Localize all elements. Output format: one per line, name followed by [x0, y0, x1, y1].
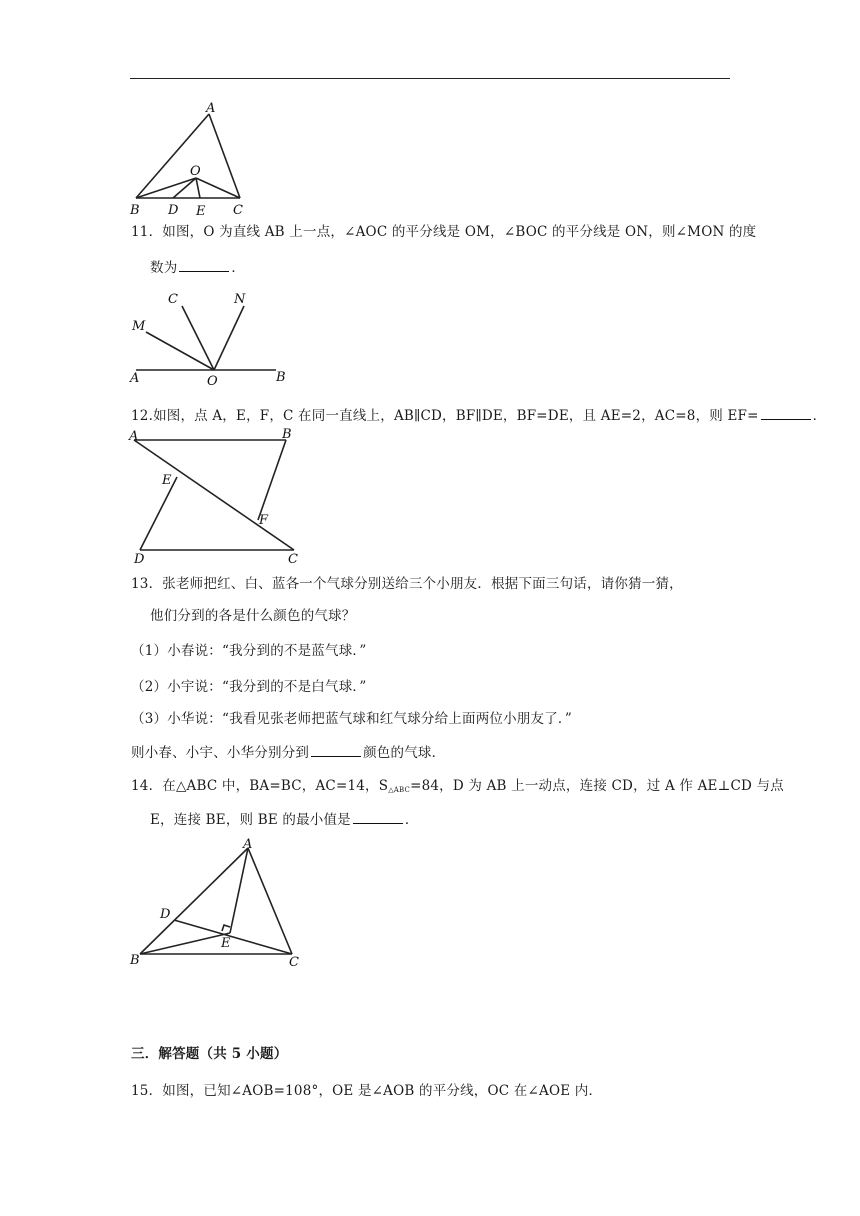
figure-parallelogram-aefc	[126, 428, 311, 568]
q11-line1: 11．如图，O 为直线 AB 上一点，∠AOC 的平分线是 OM，∠BOC 的平分线是 ON，则∠MON 的度	[131, 224, 757, 240]
label-c: C	[168, 292, 178, 307]
q13-statement-2: （2）小宇说：“我分到的不是白气球．”	[131, 679, 367, 695]
figure-triangle-abc-o	[126, 100, 256, 220]
label-a: A	[206, 101, 216, 116]
label-b: B	[282, 427, 292, 442]
figure-triangle-abc-e	[126, 836, 311, 976]
label-a: A	[129, 429, 139, 444]
q13-answer	[131, 743, 445, 763]
label-a: A	[130, 371, 140, 386]
section-3-heading: 三．解答题（共 5 小题）	[131, 1046, 288, 1062]
q14-line2-post: ．	[404, 812, 419, 828]
q14-area-subscript: △ABC	[388, 786, 411, 794]
q14-answer-blank	[353, 810, 403, 824]
label-f: F	[259, 513, 269, 528]
q13-answer-pre: 则小春、小宇、小华分别分到	[131, 745, 310, 761]
q12-text-post: ．	[812, 408, 827, 424]
label-d: D	[160, 907, 171, 922]
q11-answer-blank	[179, 258, 229, 272]
q14-line1-a: 14．在△ABC 中，BA=BC，AC=14，S	[131, 778, 389, 794]
label-e: E	[196, 204, 206, 219]
q12-answer-blank	[761, 406, 811, 420]
q11-line2-pre: 数为	[150, 260, 178, 276]
q11-line2	[150, 258, 245, 278]
q12-text-pre: 12.如图，点 A，E，F，C 在同一直线上，AB∥CD，BF∥DE，BF=DE，且 AE=2，AC=8，则 EF=	[131, 408, 759, 424]
label-m: M	[132, 319, 146, 334]
header-rule	[130, 78, 730, 79]
figure-angles-mon	[126, 288, 296, 393]
q13-statement-3: （3）小华说：“我看见张老师把蓝气球和红气球分给上面两位小朋友了．”	[131, 711, 572, 727]
label-b: B	[130, 953, 140, 968]
q14-line1	[131, 776, 784, 800]
q13-statement-1: （1）小春说：“我分到的不是蓝气球．”	[131, 643, 367, 659]
label-d: D	[168, 203, 179, 218]
label-n: N	[234, 292, 246, 307]
label-e: E	[221, 936, 231, 951]
q15-text: 15．如图，已知∠AOB=108°，OE 是∠AOB 的平分线，OC 在∠AOE 内．	[131, 1083, 603, 1099]
q13-answer-post: 颜色的气球．	[363, 745, 446, 761]
label-e: E	[162, 473, 172, 488]
q13-line2: 他们分到的各是什么颜色的气球？	[150, 608, 356, 624]
q13-line1: 13．张老师把红、白、蓝各一个气球分别送给三个小朋友．根据下面三句话，请你猜一猜，	[131, 576, 683, 592]
label-b: B	[276, 370, 286, 385]
label-b: B	[130, 203, 140, 218]
label-o: O	[207, 374, 218, 389]
q13-answer-blank	[311, 743, 361, 757]
q11-line2-post: ．	[231, 260, 246, 276]
label-a: A	[243, 837, 253, 852]
q12-text	[131, 406, 826, 426]
label-d: D	[134, 552, 145, 567]
label-c: C	[233, 203, 243, 218]
q14-line1-b: =84，D 为 AB 上一动点，连接 CD，过 A 作 AE⊥CD 与点	[410, 778, 784, 794]
q14-line2-pre: E，连接 BE，则 BE 的最小值是	[150, 812, 351, 828]
label-c: C	[289, 955, 299, 970]
label-o: O	[190, 164, 201, 179]
label-c: C	[288, 552, 298, 567]
q14-line2	[150, 810, 419, 830]
